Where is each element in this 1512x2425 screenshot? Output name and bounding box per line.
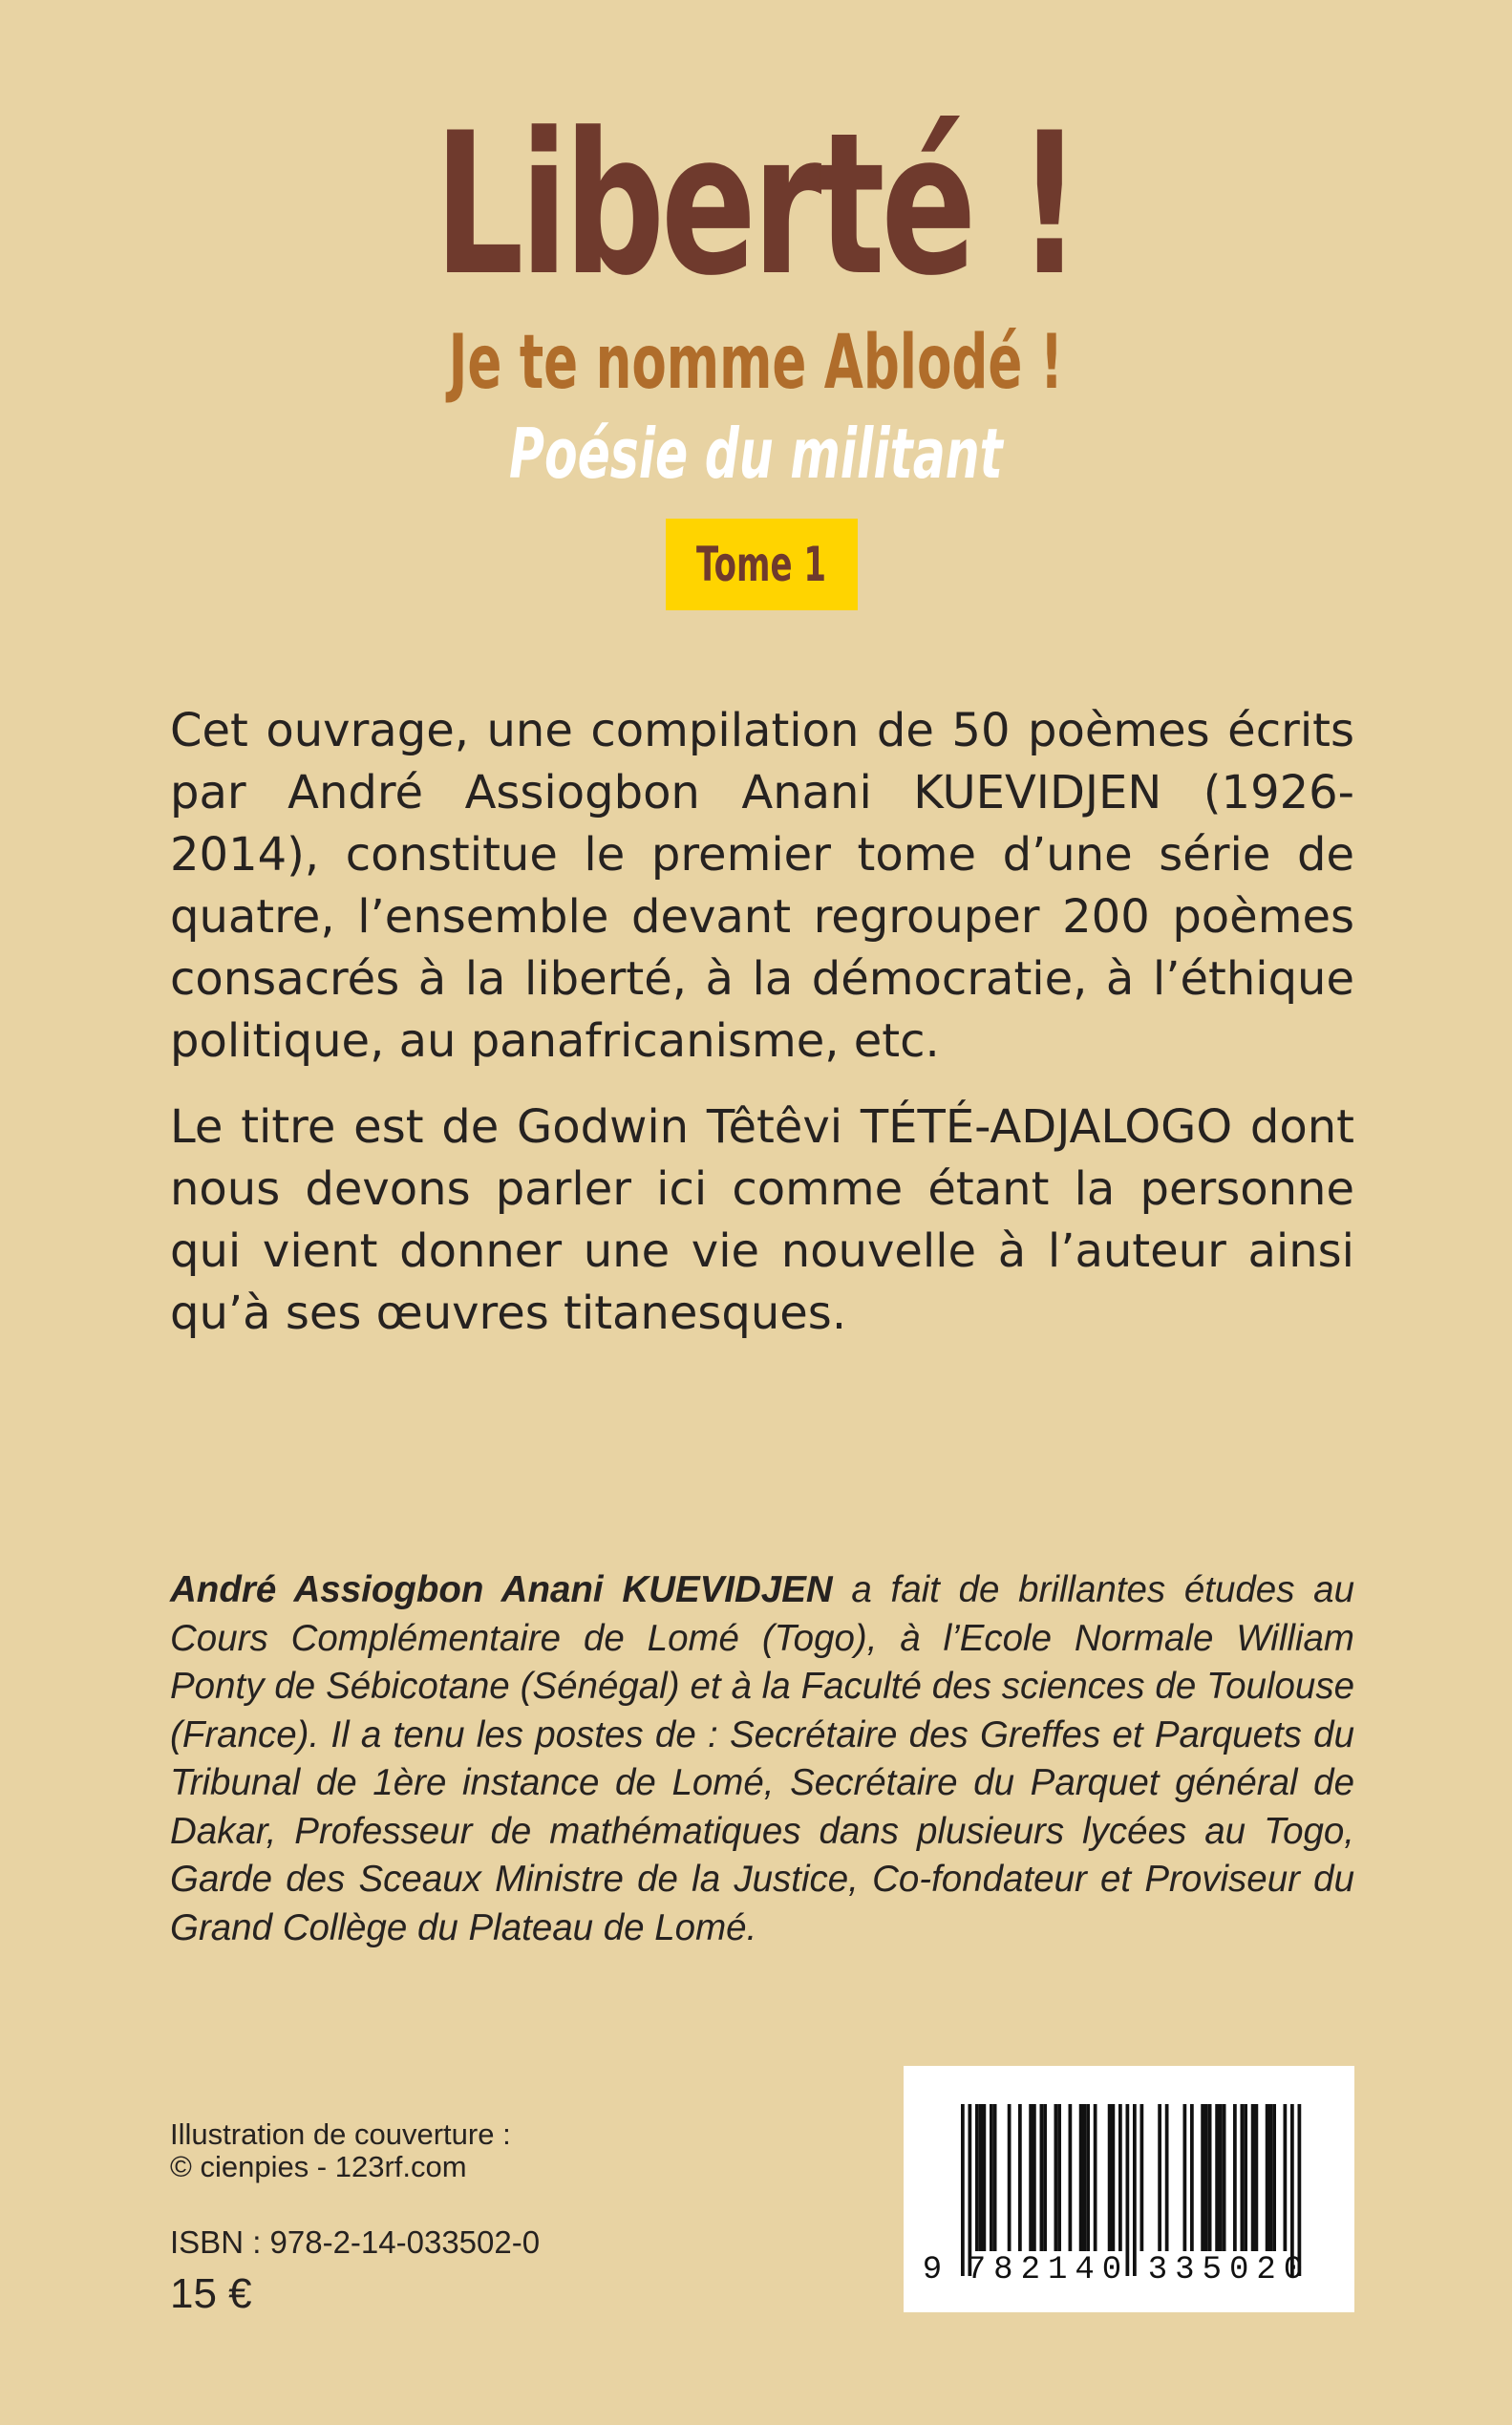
- barcode-bar: [1140, 2104, 1144, 2251]
- barcode-bar: [1079, 2104, 1083, 2251]
- tome-label: Tome 1: [696, 537, 827, 592]
- book-tagline: Poésie du militant: [509, 414, 1003, 494]
- book-subtitle: Je te nomme Ablodé !: [448, 320, 1064, 406]
- barcode-bar: [983, 2104, 987, 2251]
- barcode-bar: [1219, 2104, 1223, 2251]
- barcode-bar: [1158, 2104, 1161, 2251]
- barcode-guard-bar: [969, 2104, 972, 2276]
- barcode-bar: [1251, 2104, 1255, 2251]
- barcode-bar: [1201, 2104, 1204, 2251]
- barcode-bar: [1215, 2104, 1219, 2251]
- barcode-bar: [1083, 2104, 1087, 2251]
- barcode-bar: [1233, 2104, 1237, 2251]
- barcode-bar: [1208, 2104, 1212, 2251]
- illustration-credit: [170, 2118, 511, 2183]
- barcode-lead-digit: 9: [922, 2252, 943, 2288]
- barcode-graphic: [904, 2066, 1354, 2312]
- barcode-bar: [1069, 2104, 1073, 2251]
- barcode-bar: [1190, 2104, 1194, 2251]
- barcode-bar: [1040, 2104, 1044, 2251]
- barcode-bar: [1108, 2104, 1112, 2251]
- author-name: André Assiogbon Anani KUEVIDJEN: [170, 1569, 833, 1610]
- barcode-bar: [1018, 2104, 1022, 2251]
- price: 15 €: [170, 2270, 252, 2317]
- barcode-guard-bar: [1133, 2104, 1137, 2276]
- barcode-bars: [961, 2104, 1301, 2276]
- barcode-bar: [1244, 2104, 1247, 2251]
- barcode-bar: [1266, 2104, 1269, 2251]
- barcode-bar: [1165, 2104, 1169, 2251]
- barcode-bar: [1241, 2104, 1245, 2251]
- illustration-credit-label: Illustration de couverture :: [170, 2117, 511, 2151]
- barcode-guard-bar: [1298, 2104, 1302, 2276]
- barcode-bar: [1094, 2104, 1097, 2251]
- summary-paragraph-1: Cet ouvrage, une compilation de 50 poèmes écrits par André Assiogbon Anani KUEVIDJEN (1926-2014), constitue le premier tome d’une série de quatre, l’ensemble devant regrouper 200 poèmes consacrés à la liberté, à la démocratie, à l’éthique politique, au panafricanisme, etc.: [170, 704, 1354, 1068]
- barcode-bar: [990, 2104, 993, 2251]
- barcode-bar: [975, 2104, 979, 2251]
- tome-badge: [666, 519, 858, 610]
- barcode-guard-bar: [1290, 2104, 1294, 2276]
- barcode-bar: [1272, 2104, 1276, 2251]
- book-title: Liberté !: [434, 92, 1078, 319]
- barcode-bar: [1284, 2104, 1288, 2251]
- barcode-bar: [1204, 2104, 1208, 2251]
- barcode-bar: [1054, 2104, 1058, 2251]
- barcode: [904, 2066, 1354, 2312]
- barcode-bar: [1043, 2104, 1047, 2251]
- illustration-credit-source: © cienpies - 123rf.com: [170, 2150, 467, 2183]
- barcode-guard-bar: [1126, 2104, 1130, 2276]
- author-bio: [170, 1566, 1354, 1952]
- barcode-bar: [1223, 2104, 1226, 2251]
- barcode-bar: [979, 2104, 983, 2251]
- barcode-left-digits: 782140: [966, 2252, 1130, 2288]
- barcode-bar: [1008, 2104, 1012, 2251]
- barcode-bar: [1033, 2104, 1036, 2251]
- barcode-bar: [1057, 2104, 1061, 2251]
- summary-paragraph-2: Le titre est de Godwin Têtêvi TÉTÉ-ADJALOGO dont nous devons parler ici comme étant la personne qui vient donner une vie nouvelle à l’auteur ainsi qu’à ses œuvres titanesques.: [170, 1100, 1354, 1340]
- summary-block: [170, 700, 1354, 1369]
- barcode-guard-bar: [961, 2104, 965, 2276]
- barcode-bar: [1183, 2104, 1187, 2251]
- barcode-bar: [1086, 2104, 1090, 2251]
- barcode-bar: [1112, 2104, 1116, 2251]
- barcode-right-digits: 335020: [1147, 2252, 1311, 2288]
- barcode-bar: [1269, 2104, 1273, 2251]
- author-bio-text: a fait de brillantes études au Cours Complémentaire de Lomé (Togo), à l’Ecole Normale William Ponty de Sébicotane (Sénégal) et à la Faculté des sciences de Toulouse (France). Il a tenu les postes de : Secrétaire des Greffes et Parquets du Tribunal de 1ère instance de Lomé, Secrétaire du Parquet général de Dakar, Professeur de mathématiques dans plusieurs lycées au Togo, Garde des Sceaux Ministre de la Justice, Co-fondateur et Proviseur du Grand Collège du Plateau de Lomé.: [170, 1569, 1354, 1948]
- isbn-number: ISBN : 978-2-14-033502-0: [170, 2224, 541, 2260]
- barcode-bar: [1255, 2104, 1259, 2251]
- barcode-bar: [1118, 2104, 1122, 2251]
- barcode-bar: [1029, 2104, 1033, 2251]
- barcode-bar: [993, 2104, 997, 2251]
